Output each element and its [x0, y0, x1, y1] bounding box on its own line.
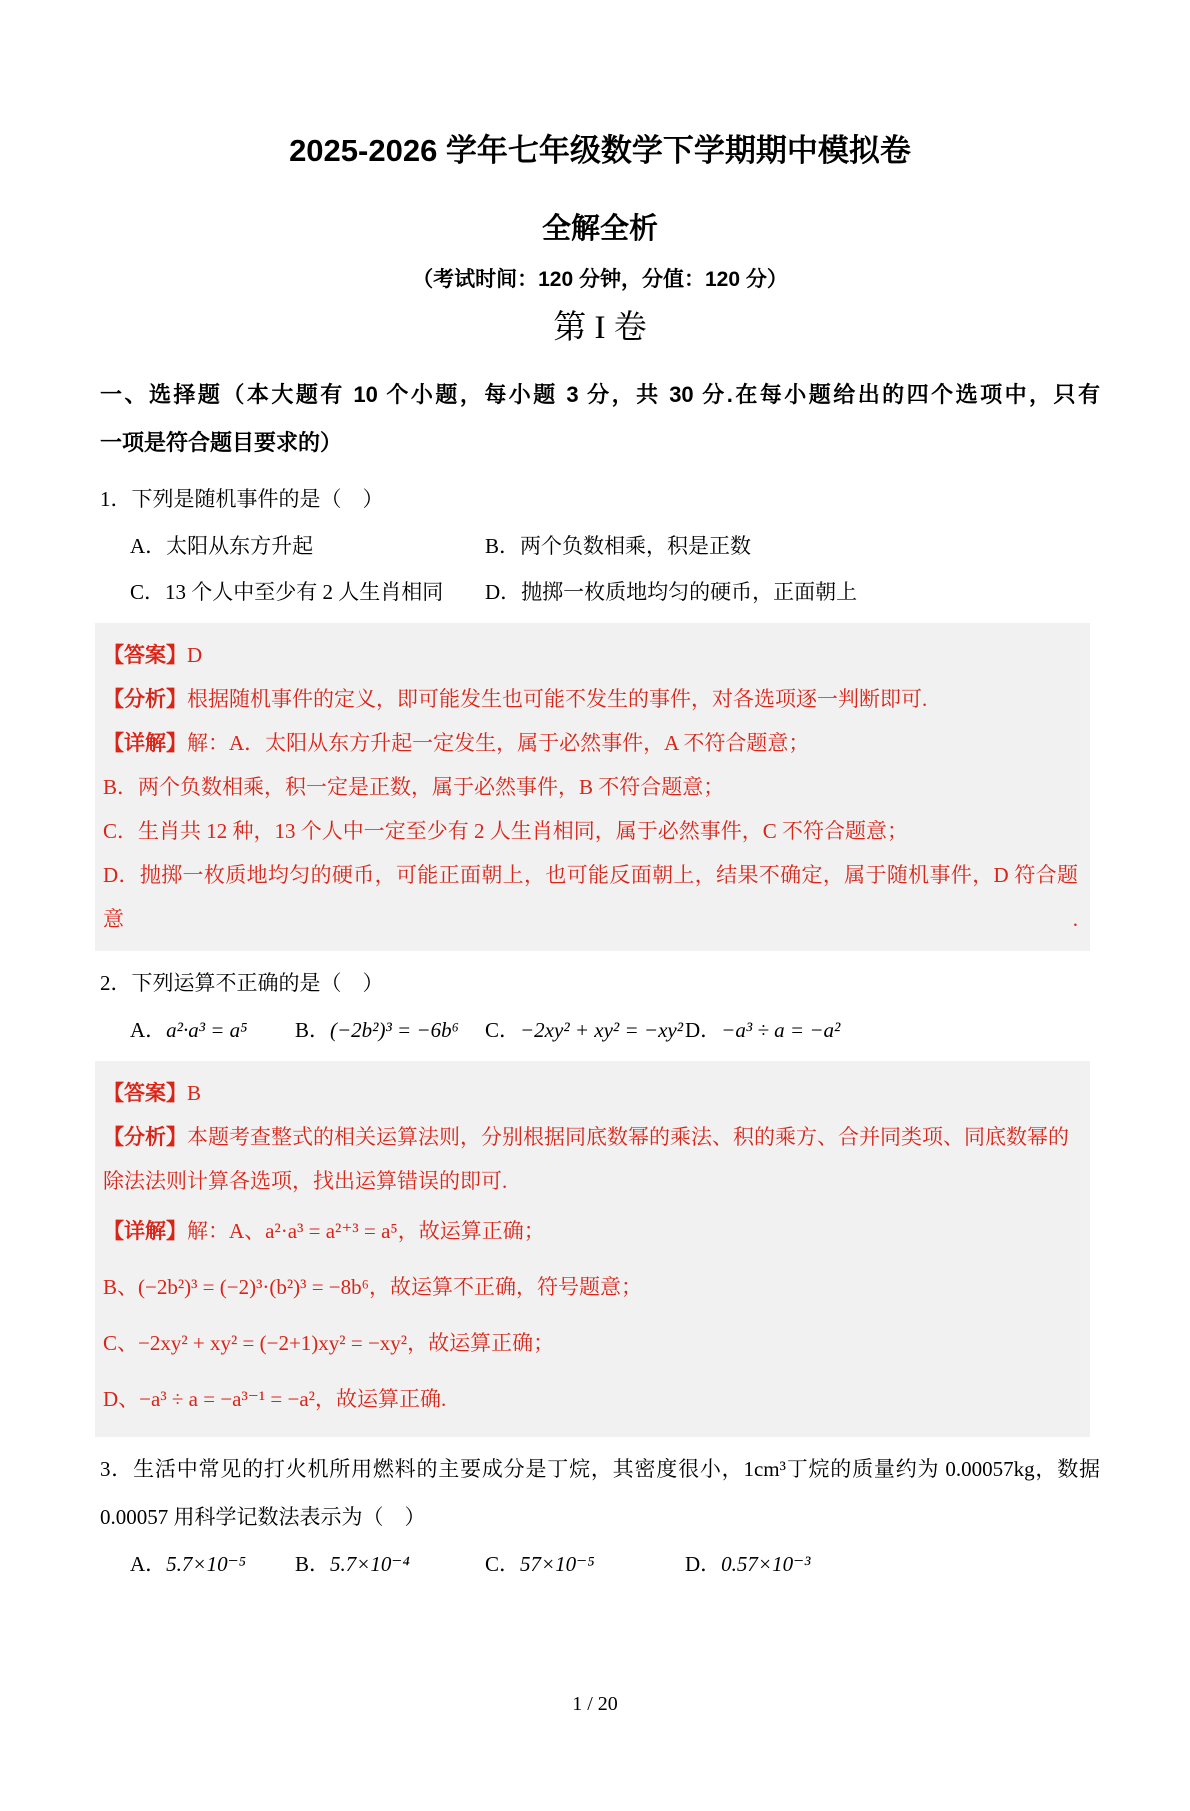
analysis-line	[103, 1115, 1078, 1159]
question-1-answer-block	[95, 623, 1090, 951]
detail-label: 【详解】	[103, 1219, 187, 1243]
detail-label: 【详解】	[103, 731, 187, 755]
detail-line	[103, 721, 1078, 765]
option-math: 57×10⁻⁵	[520, 1552, 595, 1576]
option-math: 5.7×10⁻⁴	[330, 1552, 410, 1576]
page-content	[0, 128, 1190, 1587]
section-heading-line1: 一、选择题（本大题有 10 个小题，每小题 3 分，共 30 分.在每小题给出的四个选项中，只有	[100, 382, 1100, 407]
option-label: D．	[685, 1552, 722, 1576]
option-text: 13 个人中至少有 2 人生肖相同	[165, 580, 444, 604]
option-a	[130, 1541, 295, 1587]
detail-text: 解：A．太阳从东方升起一定发生，属于必然事件，A 不符合题意；	[187, 731, 810, 755]
doc-title: 2025-2026 学年七年级数学下学期期中模拟卷	[289, 133, 911, 168]
question-3	[100, 1445, 1100, 1587]
answer-value: D	[187, 643, 203, 667]
option-label: C．	[130, 580, 166, 604]
option-label: D．	[685, 1018, 722, 1042]
option-b	[485, 523, 751, 569]
option-label: B．	[295, 1552, 331, 1576]
option-text: 抛掷一枚质地均匀的硬币，正面朝上	[521, 580, 858, 604]
option-label: A．	[130, 1018, 167, 1042]
option-math: 5.7×10⁻⁵	[166, 1552, 246, 1576]
detail-line: D．抛掷一枚质地均匀的硬币，可能正面朝上，也可能反面朝上，结果不确定，属于随机事件，D 符合题意.	[103, 863, 1078, 931]
option-b	[295, 1541, 485, 1587]
question-1-options-row-2	[130, 569, 1100, 615]
detail-line: B、(−2b²)³ = (−2)³·(b²)³ = −8b⁶，故运算不正确，符号题意；	[103, 1275, 642, 1299]
answer-value: B	[187, 1081, 202, 1105]
question-1	[100, 475, 1100, 951]
question-3-stem-line2: 0.00057 用科学记数法表示为（ ）	[100, 1505, 426, 1529]
question-2-answer-block	[95, 1061, 1090, 1437]
option-math: a²·a³ = a⁵	[166, 1018, 248, 1042]
question-1-options-row-1	[130, 523, 1100, 569]
question-2-stem: 2．下列运算不正确的是（ ）	[100, 971, 384, 995]
doc-subtitle: 全解全析	[541, 213, 658, 245]
option-c	[485, 1541, 685, 1587]
detail-line	[103, 1203, 1078, 1259]
detail-line: B．两个负数相乘，积一定是正数，属于必然事件，B 不符合题意；	[103, 775, 725, 799]
option-label: B．	[295, 1018, 331, 1042]
detail-line: C．生肖共 12 种，13 个人中一定至少有 2 人生肖相同，属于必然事件，C 不符合题意；	[103, 819, 909, 843]
section-heading-line2: 一项是符合题目要求的）	[100, 430, 343, 455]
option-math: −2xy² + xy² = −xy²	[520, 1018, 684, 1042]
answer-label: 【答案】	[103, 643, 187, 667]
option-label: A．	[130, 1552, 167, 1576]
option-d	[485, 569, 857, 615]
option-label: D．	[485, 580, 522, 604]
option-math: (−2b²)³ = −6b⁶	[330, 1018, 459, 1042]
analysis-text: 根据随机事件的定义，即可能发生也可能不发生的事件，对各选项逐一判断即可.	[187, 687, 928, 711]
exam-info: （考试时间：120 分钟，分值：120 分）	[412, 268, 788, 291]
volume-title: 第 I 卷	[553, 310, 647, 346]
option-c	[485, 1007, 685, 1053]
detail-line: D、−a³ ÷ a = −a³⁻¹ = −a²，故运算正确.	[103, 1387, 447, 1411]
option-b	[295, 1007, 485, 1053]
answer-line	[103, 633, 1078, 677]
option-d	[685, 1007, 840, 1053]
question-3-stem-line1: 3．生活中常见的打火机所用燃料的主要成分是丁烷，其密度很小，1cm³丁烷的质量约为 0.00057kg，数据	[100, 1457, 1100, 1481]
option-c	[130, 569, 485, 615]
detail-line: C、−2xy² + xy² = (−2+1)xy² = −xy²，故运算正确；	[103, 1331, 555, 1355]
analysis-label: 【分析】	[103, 1125, 187, 1149]
page-number: 1 / 20	[572, 1693, 618, 1715]
analysis-text: 本题考查整式的相关运算法则，分别根据同底数幂的乘法、积的乘方、合并同类项、同底数幂的	[187, 1125, 1069, 1149]
option-label: B．	[485, 534, 521, 558]
option-a	[130, 523, 485, 569]
option-text: 两个负数相乘，积是正数	[520, 534, 752, 558]
detail-text: 解：A、a²·a³ = a²⁺³ = a⁵，故运算正确；	[187, 1219, 545, 1243]
question-1-stem: 1．下列是随机事件的是（ ）	[100, 487, 384, 511]
option-label: A．	[130, 534, 167, 558]
question-2	[100, 959, 1100, 1437]
analysis-line-2: 除法法则计算各选项，找出运算错误的即可.	[103, 1169, 508, 1193]
answer-label: 【答案】	[103, 1081, 187, 1105]
analysis-line	[103, 677, 1078, 721]
option-a	[130, 1007, 295, 1053]
option-label: C．	[485, 1552, 521, 1576]
option-math: −a³ ÷ a = −a²	[721, 1018, 841, 1042]
section-one-heading	[100, 371, 1100, 467]
option-label: C．	[485, 1018, 521, 1042]
option-d	[685, 1541, 810, 1587]
option-text: 太阳从东方升起	[166, 534, 314, 558]
question-3-options-row	[130, 1541, 1100, 1587]
analysis-label: 【分析】	[103, 687, 187, 711]
exam-paper-page	[0, 128, 1190, 1811]
option-math: 0.57×10⁻³	[721, 1552, 811, 1576]
answer-line	[103, 1071, 1078, 1115]
question-2-options-row	[130, 1007, 1100, 1053]
